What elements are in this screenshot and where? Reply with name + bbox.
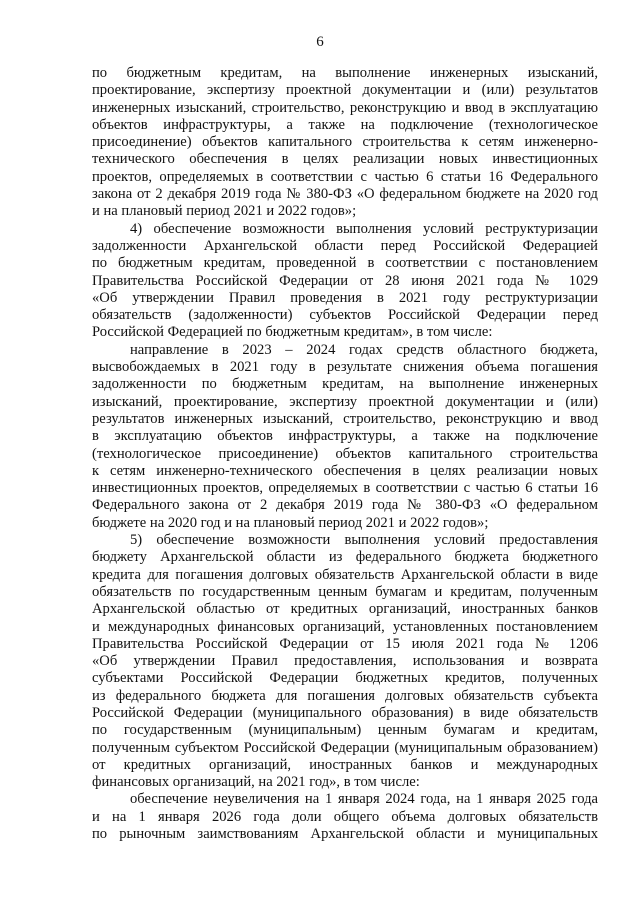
paragraph-item-4 (92, 221, 598, 342)
paragraph-continuation (92, 65, 598, 221)
text-line: проектирование, экспертизу проектной документации и (или) результатов (92, 82, 598, 99)
text-line: полученным субъектом Российской Федерации (муниципальным образованием) (92, 739, 598, 756)
paragraph-item-5 (92, 532, 598, 791)
text-line: бюджете на 2020 год и на плановый период 2021 и 2022 годов»; (92, 514, 489, 531)
paragraph-direction-funds (92, 342, 598, 532)
text-line: по бюджетным кредитам, проведенной в соответствии с постановлением (92, 255, 598, 272)
text-line: и международных финансовых организаций, установленных постановлением (92, 618, 598, 635)
text-line: «Об утверждении Правил проведения в 2021 году реструктуризации (92, 289, 598, 306)
text-line: бюджету Архангельской области из федерального бюджета бюджетного (92, 549, 598, 566)
text-line: из федерального бюджета для погашения долговых обязательств субъекта (92, 687, 598, 704)
text-line: кредита для погашения долговых обязательств Архангельской области в виде (92, 566, 598, 583)
text-line: присоединение) объектов капитального строительства к сетям инженерно- (92, 134, 598, 151)
text-line: субъектами Российской Федерации бюджетных кредитов, полученных (92, 670, 598, 687)
text-line: направление в 2023 – 2024 годах средств областного бюджета, (130, 341, 598, 358)
text-line: в эксплуатацию объектов инфраструктуры, а также на подключение (92, 428, 598, 445)
text-line: 4) обеспечение возможности выполнения условий реструктуризации (130, 220, 598, 237)
text-line: результатов инженерных изысканий, строительство, реконструкцию и ввод (92, 410, 598, 427)
text-line: по рыночным заимствованиям Архангельской области и муниципальных (92, 826, 598, 843)
text-line: Правительства Российской Федерации от 15 июля 2021 года № 1206 (92, 635, 598, 652)
text-line: инженерных изысканий, строительство, реконструкцию и ввод в эксплуатацию (92, 99, 598, 116)
text-line: высвобождаемых в 2021 году в результате снижения объема погашения (92, 359, 598, 376)
text-line: задолженности по бюджетным кредитам, на выполнение инженерных (92, 376, 598, 393)
text-line: Правительства Российской Федерации от 28 июня 2021 года № 1029 (92, 272, 598, 289)
text-line: (технологическое присоединение) объектов капитального строительства (92, 445, 598, 462)
text-line: задолженности Архангельской области перед Российской Федерацией (92, 237, 598, 254)
text-line: по бюджетным кредитам, на выполнение инженерных изысканий, (92, 65, 598, 81)
text-line: проектов, определяемых в соответствии с частью 6 статьи 16 Федерального (92, 168, 598, 185)
text-line: закона от 2 декабря 2019 года № 380-ФЗ «О федеральном бюджете на 2020 год (92, 186, 598, 203)
page-number: 6 (316, 34, 324, 50)
text-line: и на 1 января 2026 года доли общего объема долговых обязательств (92, 808, 598, 825)
text-line: технического обеспечения в целях реализации новых инвестиционных (92, 151, 598, 168)
text-line: обязательств (задолженности) субъектов Российской Федерации перед (92, 307, 598, 324)
text-line: изысканий, проектирование, экспертизу проектной документации и (или) (92, 393, 598, 410)
text-line: Российской Федерацией по бюджетным кредитам», в том числе: (92, 324, 493, 341)
text-line: обязательств по государственным ценным бумагам и кредитам, полученным (92, 583, 598, 600)
text-line: от кредитных организаций, иностранных банков и международных (92, 756, 598, 773)
text-line: по государственным (муниципальным) ценным бумагам и кредитам, (92, 722, 598, 739)
text-line: финансовых организаций, на 2021 год», в том числе: (92, 774, 420, 791)
text-line: Архангельской областью от кредитных организаций, иностранных банков (92, 601, 598, 618)
text-line: к сетям инженерно-технического обеспечения в целях реализации новых (92, 462, 598, 479)
text-line: и на плановый период 2021 и 2022 годов»; (92, 203, 357, 220)
text-line: 5) обеспечение возможности выполнения условий предоставления (130, 532, 598, 549)
paragraph-debt-share (92, 791, 598, 843)
text-line: инвестиционных проектов, определяемых в соответствии с частью 6 статьи 16 (92, 480, 598, 497)
text-line: «Об утверждении Правил предоставления, использования и возврата (92, 653, 598, 670)
text-line: объектов инфраструктуры, а также на подключение (технологическое (92, 116, 598, 133)
document-body (92, 65, 598, 843)
text-line: обеспечение неувеличения на 1 января 2024 года, на 1 января 2025 года (130, 791, 598, 808)
text-line: Федерального закона от 2 декабря 2019 года № 380-ФЗ «О федеральном (92, 497, 598, 514)
text-line: Российской Федерации (муниципального образования) в виде обязательств (92, 704, 598, 721)
